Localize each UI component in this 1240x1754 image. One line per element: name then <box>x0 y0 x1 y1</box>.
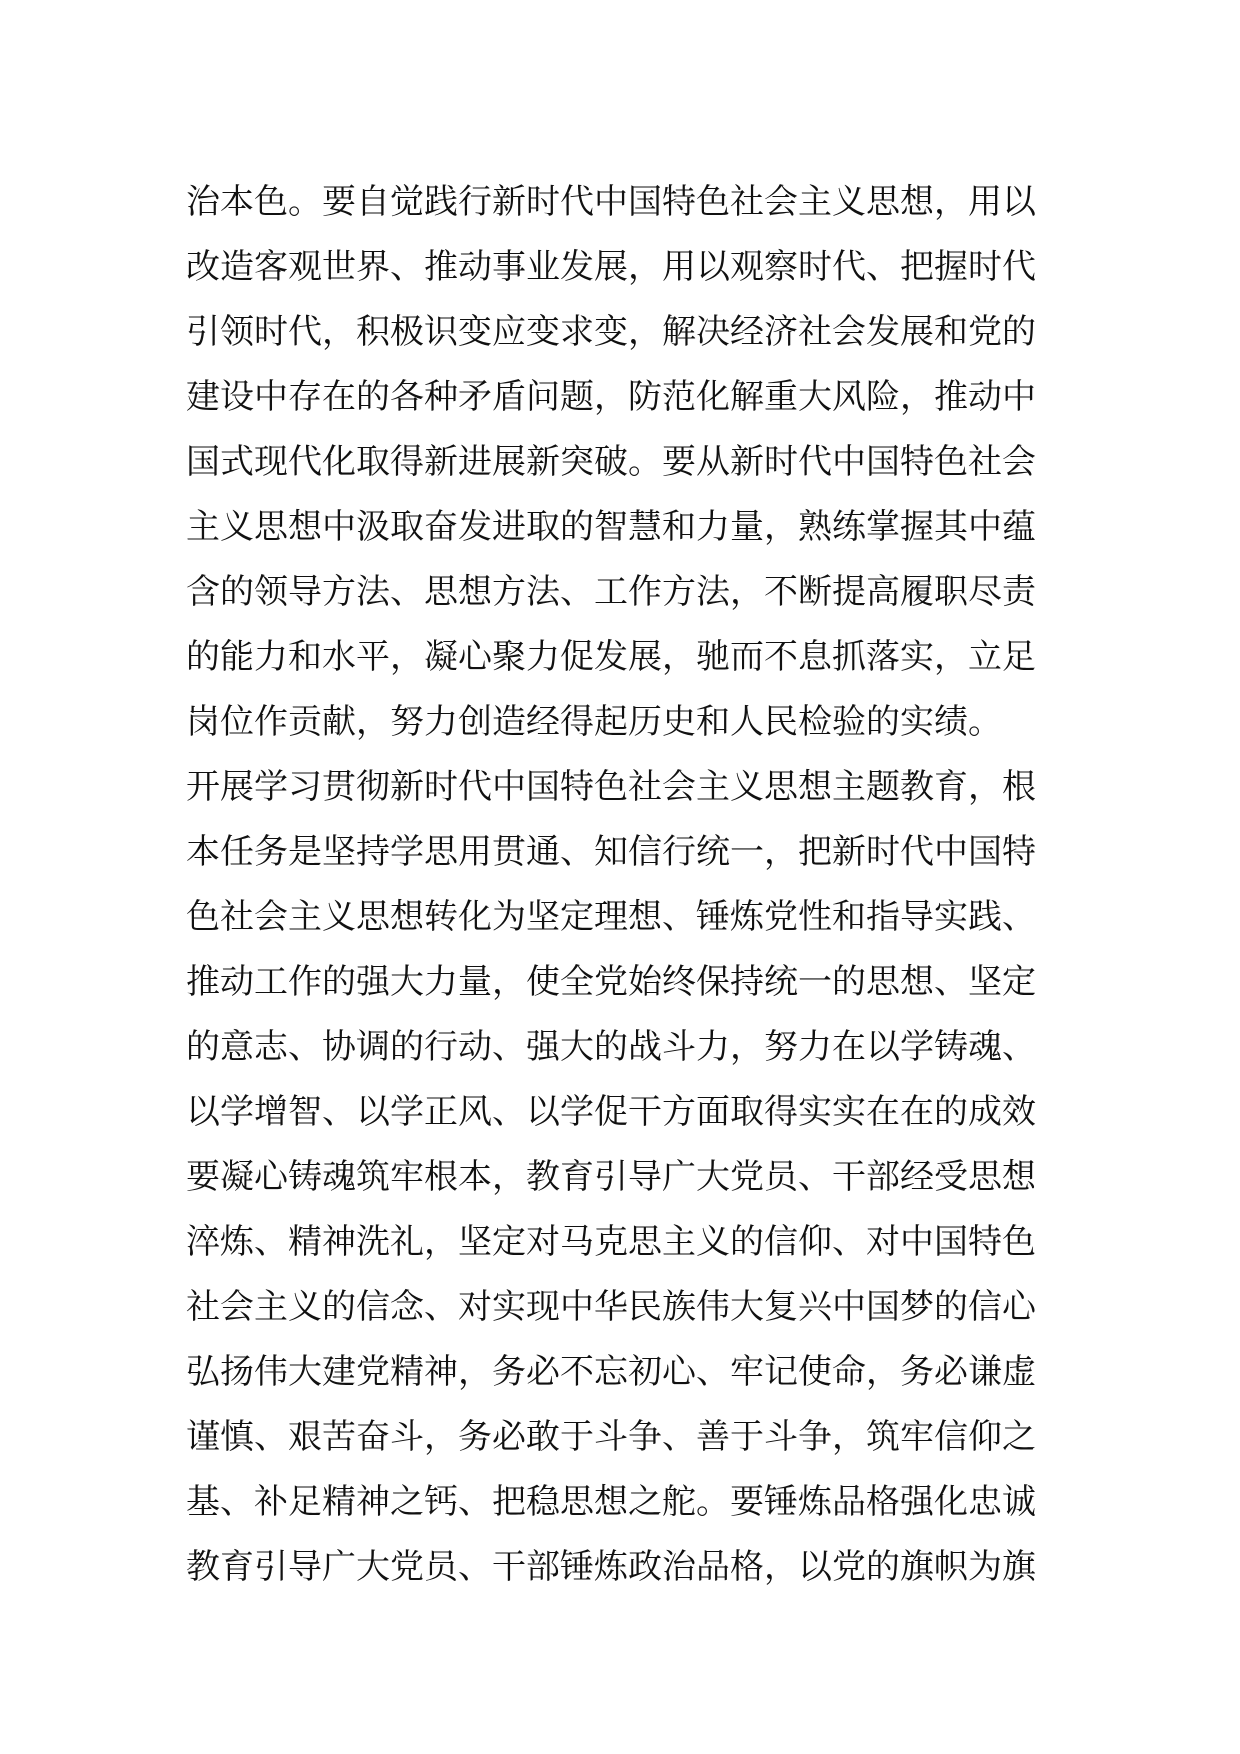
text-line: 含的领导方法、思想方法、工作方法，不断提高履职尽责 <box>186 572 1036 612</box>
text-line: 岗位作贡献，努力创造经得起历史和人民检验的实绩。 <box>186 702 1002 742</box>
text-line: 淬炼、精神洗礼，坚定对马克思主义的信仰、对中国特色 <box>186 1222 1036 1262</box>
body-text <box>186 170 1066 1600</box>
text-line: 弘扬伟大建党精神，务必不忘初心、牢记使命，务必谦虚 <box>186 1352 1036 1392</box>
text-line: 谨慎、艰苦奋斗，务必敢于斗争、善于斗争，筑牢信仰之 <box>186 1417 1036 1457</box>
text-line: 改造客观世界、推动事业发展，用以观察时代、把握时代 <box>186 247 1036 287</box>
text-line: 的意志、协调的行动、强大的战斗力，努力在以学铸魂、 <box>186 1027 1036 1067</box>
text-line: 建设中存在的各种矛盾问题，防范化解重大风险，推动中 <box>186 377 1036 417</box>
text-line: 教育引导广大党员、干部锤炼政治品格，以党的旗帜为旗 <box>186 1547 1036 1587</box>
text-line: 以学增智、以学正风、以学促干方面取得实实在在的成效 <box>186 1092 1036 1132</box>
text-line: 开展学习贯彻新时代中国特色社会主义思想主题教育，根 <box>186 767 1036 807</box>
text-line: 社会主义的信念、对实现中华民族伟大复兴中国梦的信心 <box>186 1287 1036 1327</box>
text-line: 治本色。要自觉践行新时代中国特色社会主义思想，用以 <box>186 182 1036 222</box>
text-line: 推动工作的强大力量，使全党始终保持统一的思想、坚定 <box>186 962 1036 1002</box>
text-line: 色社会主义思想转化为坚定理想、锤炼党性和指导实践、 <box>186 897 1036 937</box>
text-line: 基、补足精神之钙、把稳思想之舵。要锤炼品格强化忠诚 <box>186 1482 1036 1522</box>
text-line: 的能力和水平，凝心聚力促发展，驰而不息抓落实，立足 <box>186 637 1036 677</box>
text-line: 引领时代，积极识变应变求变，解决经济社会发展和党的 <box>186 312 1036 352</box>
text-line: 本任务是坚持学思用贯通、知信行统一，把新时代中国特 <box>186 832 1036 872</box>
text-line: 要凝心铸魂筑牢根本，教育引导广大党员、干部经受思想 <box>186 1157 1036 1197</box>
text-line: 主义思想中汲取奋发进取的智慧和力量，熟练掌握其中蕴 <box>186 507 1036 547</box>
text-line: 国式现代化取得新进展新突破。要从新时代中国特色社会 <box>186 442 1036 482</box>
